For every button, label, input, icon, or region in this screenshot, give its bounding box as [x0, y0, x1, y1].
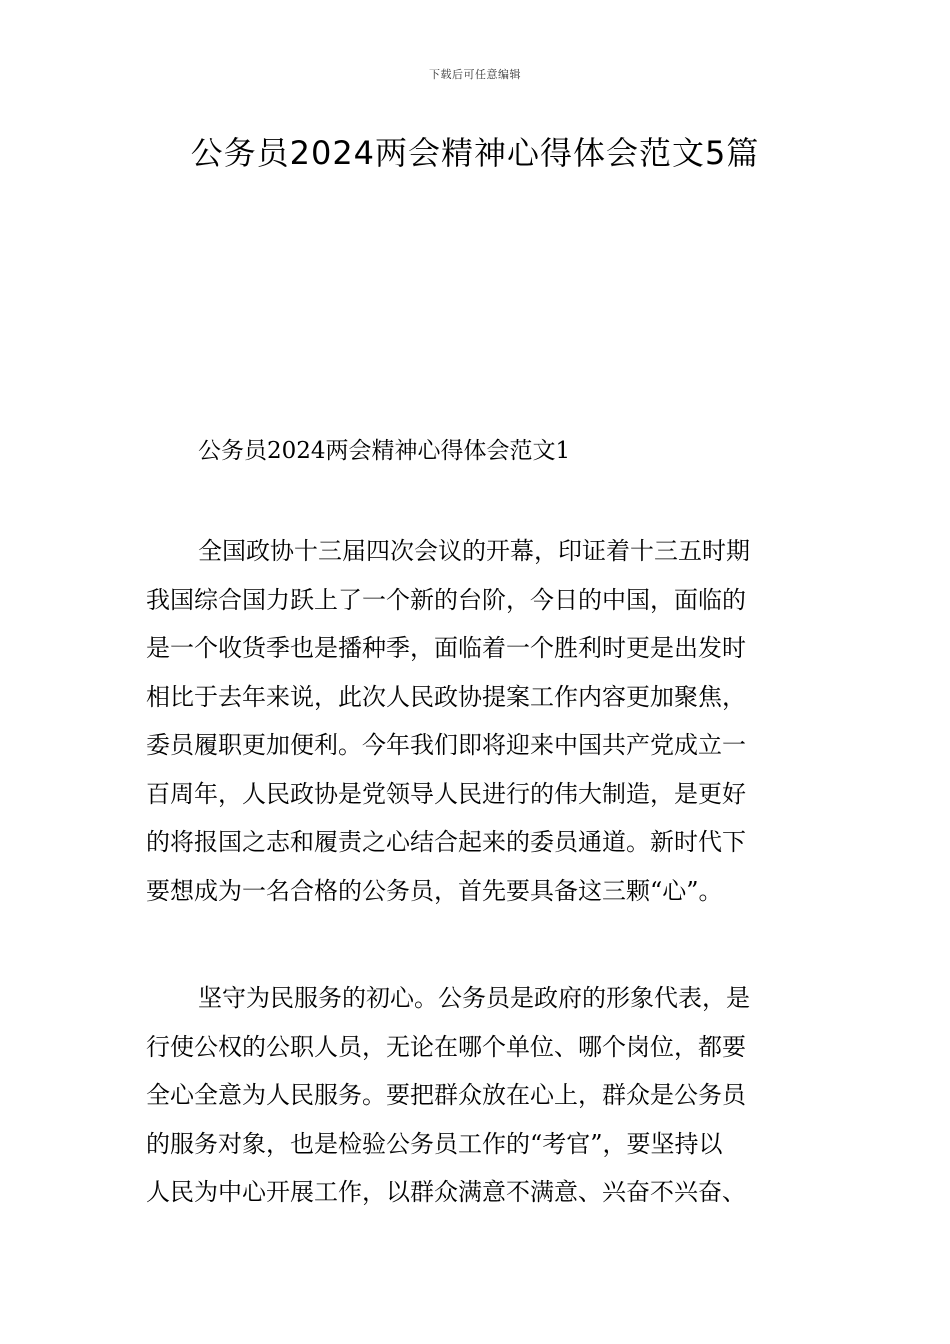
- paragraph-line: 的服务对象，也是检验公务员工作的“考官”，要坚持以: [146, 1129, 723, 1158]
- paragraph-line: 全国政协十三届四次会议的开幕，印证着十三五时期: [198, 537, 750, 565]
- paragraph-line: 全心全意为人民服务。要把群众放在心上，群众是公务员: [146, 1081, 746, 1109]
- paragraph-line: 人民为中心开展工作，以群众满意不满意、兴奋不兴奋、: [146, 1178, 746, 1206]
- paragraph-line: 百周年，人民政协是党领导人民进行的伟大制造，是更好: [146, 779, 746, 808]
- paragraph-line: 是一个收货季也是播种季，面临着一个胜利时更是出发时: [146, 634, 746, 662]
- paragraph-line: 相比于去年来说，此次人民政协提案工作内容更加聚焦，: [146, 682, 746, 711]
- document-title: 公务员2024两会精神心得体会范文5篇: [190, 134, 760, 172]
- paragraph-line: 行使公权的公职人员，无论在哪个单位、哪个岗位，都要: [146, 1032, 746, 1061]
- paragraph-line: 我国综合国力跃上了一个新的台阶，今日的中国，面临的: [146, 585, 746, 614]
- paragraph-line: 的将报国之志和履责之心结合起来的委员通道。新时代下: [146, 828, 746, 856]
- paragraph-line: 要想成为一名合格的公务员，首先要具备这三颗“心”。: [146, 876, 723, 905]
- paragraph-line: 坚守为民服务的初心。公务员是政府的形象代表，是: [198, 984, 750, 1012]
- paragraph-2: [146, 974, 806, 1217]
- paragraph-line: 委员履职更加便利。今年我们即将迎来中国共产党成立一: [146, 731, 746, 759]
- section-heading: 公务员2024两会精神心得体会范文1: [198, 438, 571, 464]
- header-note: 下载后可任意编辑: [429, 68, 521, 81]
- paragraph-1: [146, 527, 806, 915]
